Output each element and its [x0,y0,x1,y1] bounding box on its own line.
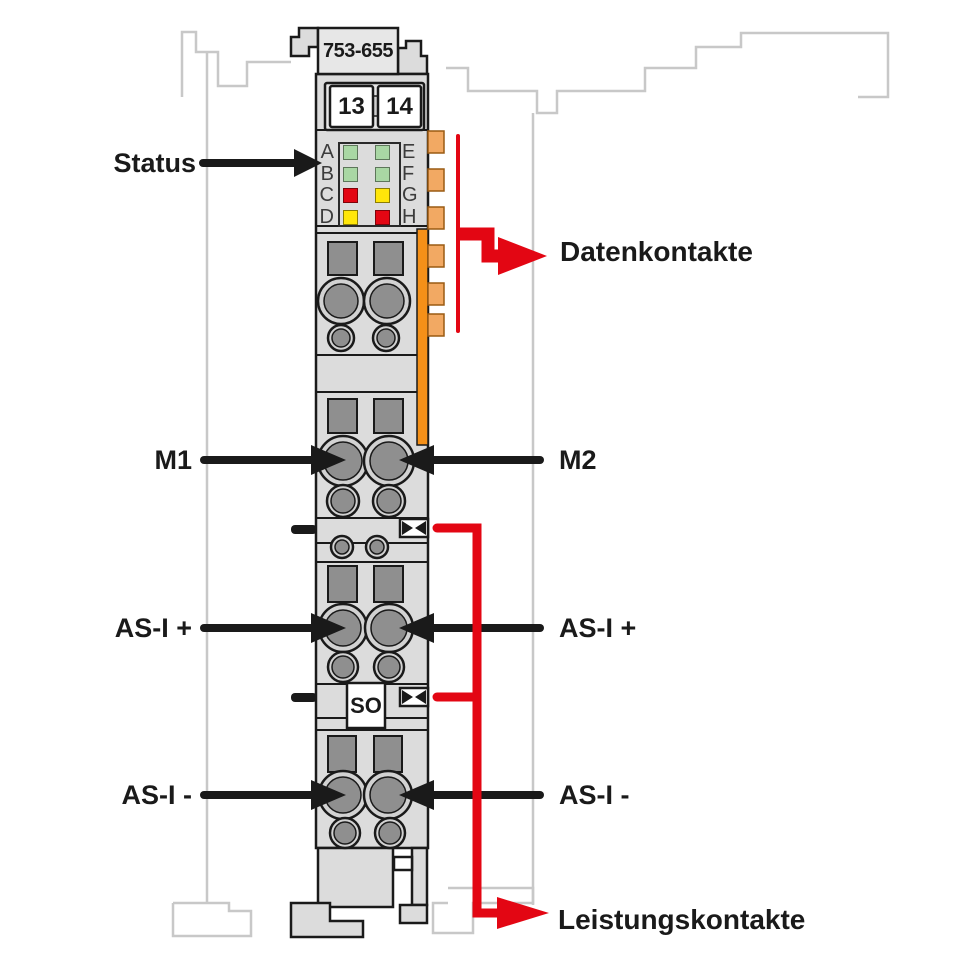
led-label-E: E [402,141,416,163]
mounting-foot [291,848,427,937]
power-jumper-contact-1 [400,519,428,537]
terminal-14-label: 14 [386,92,413,120]
ghost-neighbor-modules [173,32,888,936]
led-indicator-E [375,145,390,160]
callout-asi-plus-left: AS-I + [114,613,192,643]
led-indicator-C [343,188,358,203]
power-jumper-contact-2 [400,688,428,706]
led-indicator-A [343,145,358,160]
led-label-F: F [402,162,415,185]
callout-power-contacts: Leistungskontakte [558,904,806,935]
callout-asi-minus-right: AS-I - [559,780,630,810]
led-label-C: C [319,184,334,206]
so-marking-label: SO [350,692,382,718]
part-number-label: 753-655 [323,39,393,62]
led-label-H: H [402,205,417,228]
led-indicator-B [343,167,358,182]
led-label-B: B [320,162,334,185]
left-notch-mark-2 [291,693,317,702]
terminal-13-label: 13 [338,92,365,120]
led-status-block [318,141,418,231]
callout-m2: M2 [559,445,597,475]
led-label-A: A [320,141,334,163]
led-label-D: D [319,205,334,228]
led-indicator-D [343,210,358,225]
led-indicator-H [375,210,390,225]
left-notch-mark-1 [291,525,317,534]
led-label-G: G [402,184,418,206]
callout-asi-minus-left: AS-I - [121,780,192,810]
callout-data-contacts: Datenkontakte [560,236,753,267]
led-indicator-G [375,188,390,203]
callout-status: Status [113,148,196,178]
callout-m1: M1 [154,445,192,475]
callout-asi-plus-right: AS-I + [559,613,637,643]
status-arrow [203,149,322,177]
led-indicator-F [375,167,390,182]
release-latch [291,28,318,56]
